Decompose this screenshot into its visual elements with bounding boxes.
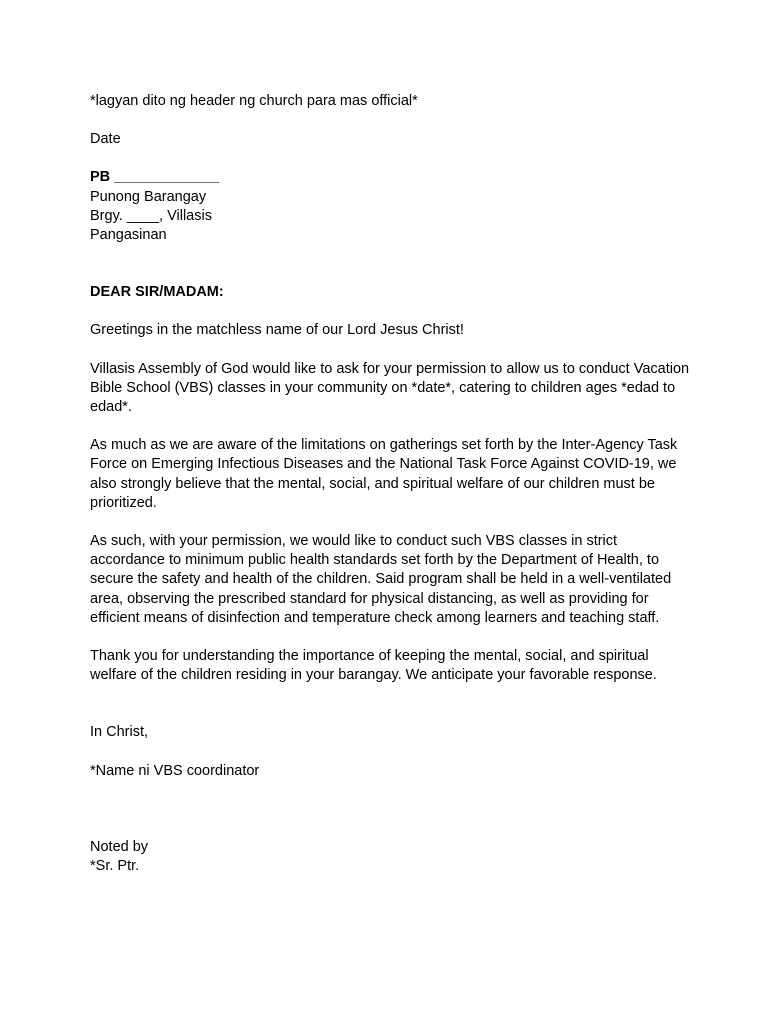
- salutation: DEAR SIR/MADAM:: [90, 284, 224, 301]
- recipient-title: Punong Barangay: [90, 188, 207, 205]
- paragraph-greeting: Greetings in the matchless name of our Lord Jesus Christ!: [90, 322, 464, 339]
- spacer: [90, 685, 690, 723]
- paragraph-thanks: Thank you for understanding the importance of keeping the mental, social, and spiritual welfare of the children residing in your barangay. We anticipate your favorable response.: [90, 648, 657, 684]
- recipient-name-line: PB _____________: [90, 169, 220, 186]
- header-note: *lagyan dito ng header ng church para mas official*: [90, 93, 418, 109]
- letter-page: [90, 92, 690, 876]
- recipient-address: Brgy. ____, Villasis: [90, 207, 212, 224]
- spacer: [90, 743, 690, 762]
- letter-date: Date: [90, 131, 121, 148]
- spacer: [90, 417, 690, 436]
- noted-by-label: Noted by: [90, 838, 149, 855]
- paragraph-safety: As such, with your permission, we would like to conduct such VBS classes in strict accordance to minimum public health standards set forth by the Department of Health, to secure the safety and health of the children. Said program shall be held in a well-ventilated area, observing the prescribed standard for physical distancing, as well as providing for efficient means of disinfection and temperature check among learners and teaching staff.: [90, 533, 672, 626]
- recipient-block: [90, 168, 690, 245]
- spacer: [90, 111, 690, 130]
- spacer: [90, 149, 690, 168]
- spacer: [90, 781, 690, 838]
- closing: In Christ,: [90, 724, 149, 741]
- signatory-name: *Name ni VBS coordinator: [90, 762, 260, 779]
- paragraph-context: As much as we are aware of the limitations on gatherings set forth by the Inter-Agency Task Force on Emerging Infectious Diseases and the National Task Force Against COVID-19, we also strongly believe that the mental, social, and spiritual welfare of our children must be prioritized.: [90, 437, 678, 511]
- spacer: [90, 302, 690, 321]
- spacer: [90, 628, 690, 647]
- paragraph-request: Villasis Assembly of God would like to ask for your permission to allow us to conduct Vacation Bible School (VBS) classes in your community on *date*, catering to children ages *edad to edad*.: [90, 360, 690, 416]
- noted-by-name: *Sr. Ptr.: [90, 858, 140, 875]
- spacer: [90, 245, 690, 283]
- spacer: [90, 341, 690, 360]
- spacer: [90, 513, 690, 532]
- recipient-province: Pangasinan: [90, 227, 167, 244]
